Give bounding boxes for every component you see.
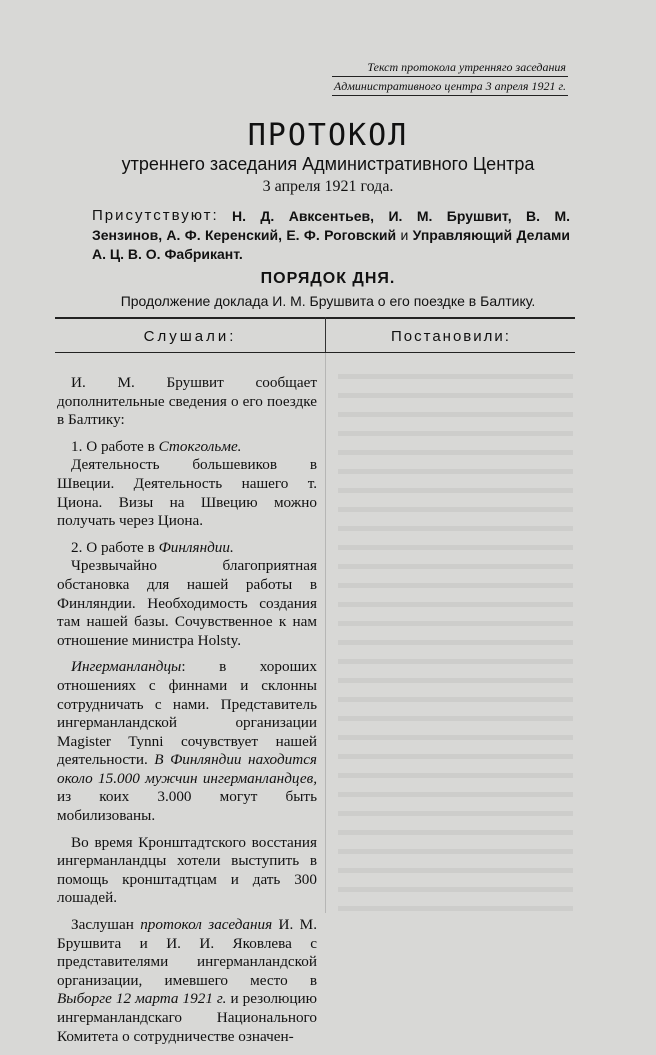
section-1-heading: 1. О работе в Стокгольме.	[71, 437, 242, 455]
paragraph-ingrians: Ингерманландцы: в хороших отношениях с финнами и склонны сотрудничать с нами. Представитель ингерманландской организации Magister Tynni сочувствует нашей деятельности. В Финляндии находится около 15.000 мужчин ингерманландцев, из коих 3.000 могут быть мобилизованы.	[57, 658, 317, 825]
page-title: ПРОТОКОЛ	[247, 118, 409, 153]
column-divider-faint	[325, 353, 326, 913]
paragraph-stockholm: Деятельность большевиков в Швеции. Деятельность нашего т. Циона. Визы на Швецию можно получать через Циона.	[57, 456, 317, 530]
bleed-through-text	[338, 360, 573, 920]
heard-column-text	[57, 374, 317, 1054]
present-conjunction: и	[400, 227, 409, 243]
present-label: Присутствуют:	[92, 207, 219, 224]
table-header-rule	[55, 352, 575, 353]
page-subtitle: утреннего заседания Административного Центра	[121, 154, 535, 174]
archive-caption	[332, 58, 568, 96]
present-manager: Управляющий Делами А. Ц. В. О. Фабрикант.	[92, 227, 571, 262]
paragraph-finland: Чрезвычайно благоприятная обстановка для нашей работы в Финляндии. Необходимость создания там нашей базы. Сочувственное к нам отношение министра Holsty.	[57, 557, 317, 649]
caption-line-2: Административного центра 3 апреля 1921 г.	[332, 77, 568, 96]
paragraph-kronstadt: Во время Кронштадтского восстания ингерманландцы хотели выступить в помощь кронштадтцам и дать 300 лошадей.	[57, 833, 317, 907]
column-heading-heard: Слушали:	[143, 328, 237, 345]
table-top-rule	[55, 317, 575, 319]
paragraph-intro: И. М. Брушвит сообщает дополнительные сведения о его поездке в Балтику:	[57, 374, 317, 429]
section-2-place: Финляндии.	[158, 538, 234, 556]
present-list	[92, 207, 570, 264]
agenda-text: Продолжение доклада И. М. Брушвита о его поездке в Балтику.	[120, 293, 536, 309]
present-names: Н. Д. Авксентьев, И. М. Брушвит, В. М. Зензинов, А. Ф. Керенский, Е. Ф. Роговский	[92, 208, 570, 243]
caption-line-1: Текст протокола утренняго заседания	[332, 58, 568, 77]
section-2-heading: 2. О работе в Финляндии.	[71, 538, 234, 556]
section-1-place: Стокгольме.	[158, 437, 242, 455]
column-heading-resolved: Постановили:	[391, 328, 511, 345]
agenda-title: ПОРЯДОК ДНЯ.	[260, 270, 396, 287]
meeting-date: 3 апреля 1921 года.	[262, 178, 394, 195]
paragraph-protocol: Заслушан протокол заседания И. М. Брушвита и И. И. Яковлева с представителями ингерманландской организации, имевшего место в Выборге 12 марта 1921 г. и резолюцию ингерманландскаго Национального Комитета о сотрудничестве означен-	[57, 916, 317, 1045]
